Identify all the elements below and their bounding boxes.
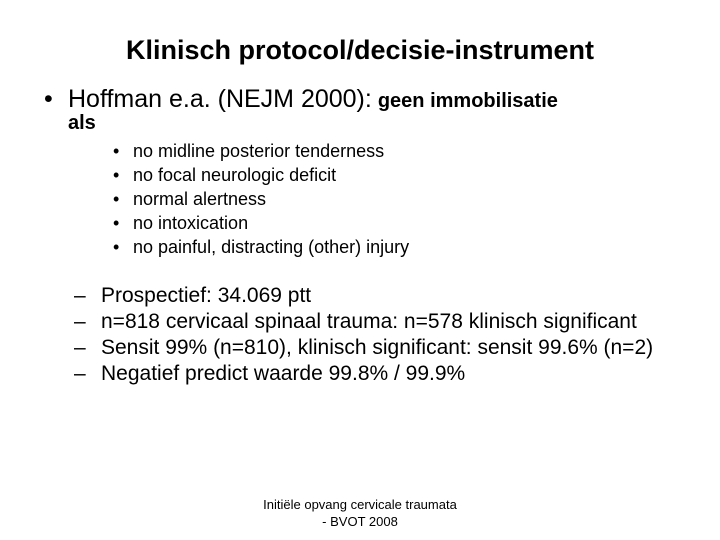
bullet-marker: • — [113, 165, 120, 185]
criteria-item — [113, 211, 409, 235]
dash-marker: – — [74, 310, 86, 333]
slide-footer — [210, 496, 510, 530]
criteria-text: no intoxication — [133, 213, 249, 233]
criteria-item — [113, 163, 409, 187]
dash-marker: – — [74, 284, 86, 307]
footer-line: Initiële opvang cervicale traumata — [263, 497, 457, 512]
dash-marker: – — [74, 336, 86, 359]
criteria-list — [113, 139, 409, 259]
criteria-text: no midline posterior tenderness — [133, 141, 385, 161]
results-text: Negatief predict waarde 99.8% / 99.9% — [101, 362, 466, 385]
intro-text: Hoffman e.a. (NEJM 2000): — [68, 85, 372, 113]
bullet-marker: • — [113, 237, 120, 257]
criteria-text: no focal neurologic deficit — [133, 165, 337, 185]
dash-marker: – — [74, 362, 86, 385]
results-item — [74, 336, 684, 360]
criteria-text: no painful, distracting (other) injury — [133, 237, 410, 257]
results-text: n=818 cervicaal spinaal trauma: n=578 klinisch significant — [101, 310, 637, 333]
results-item — [74, 310, 684, 334]
results-text: Sensit 99% (n=810), klinisch significant: sensit 99.6% (n=2) — [101, 336, 654, 359]
criteria-item — [113, 235, 409, 259]
intro-continuation: als — [68, 112, 96, 134]
slide-title: Klinisch protocol/decisie-instrument — [125, 35, 595, 65]
results-text: Prospectief: 34.069 ptt — [101, 284, 312, 307]
results-item — [74, 284, 684, 308]
criteria-text: normal alertness — [133, 189, 267, 209]
intro-bold-text: geen immobilisatie — [377, 90, 558, 112]
bullet-marker: • — [44, 85, 53, 113]
bullet-marker: • — [113, 189, 120, 209]
criteria-item — [113, 139, 409, 163]
footer-line: - BVOT 2008 — [322, 514, 398, 529]
bullet-marker: • — [113, 141, 120, 161]
intro-bullet — [44, 84, 704, 116]
results-item — [74, 362, 684, 386]
bullet-marker: • — [113, 213, 120, 233]
criteria-item — [113, 187, 409, 211]
results-list — [74, 284, 684, 388]
